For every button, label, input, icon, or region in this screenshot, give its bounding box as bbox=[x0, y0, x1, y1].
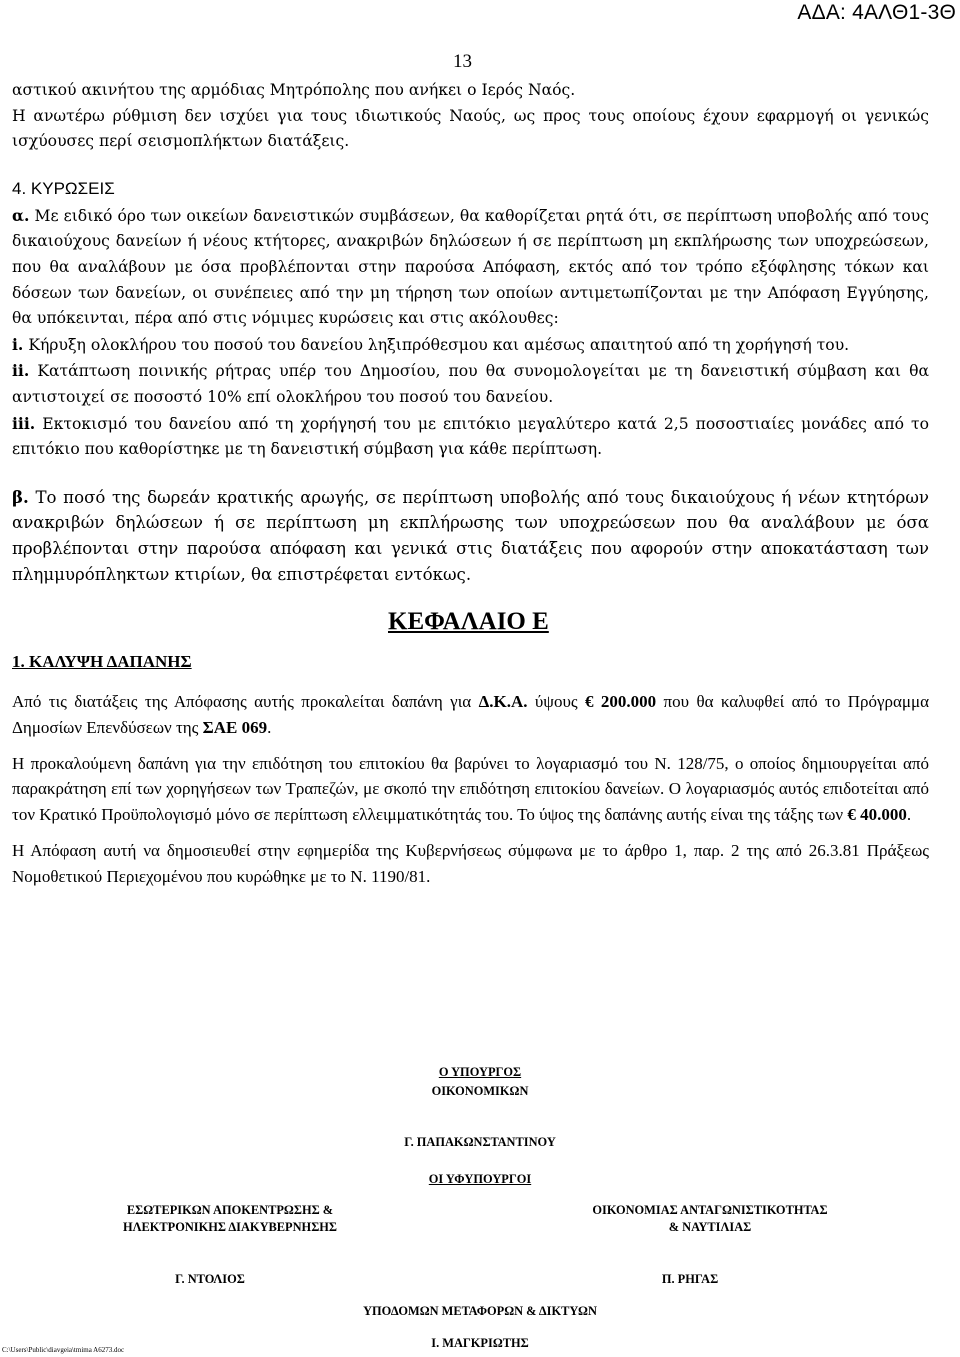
right-ministry-line2: & ΝΑΥΤΙΛΙΑΣ bbox=[668, 1220, 752, 1234]
item-iii-text: Εκτοκισμό του δανείου από τη χορήγησή του με επιτόκιο μεγαλύτερο κατά 2,5 ποσοστιαίες μονάδες από το επιτόκιο που καθορίστηκε με τη δανειστική σύμβαση για κάθε περίπτωση. bbox=[12, 414, 929, 459]
item-i-label: i. bbox=[12, 334, 24, 354]
right-deputy-name: Π. ΡΗΓΑΣ bbox=[661, 1272, 719, 1286]
page-number: 13 bbox=[453, 51, 472, 72]
paragraph-alpha-label: α. bbox=[12, 205, 30, 225]
intro-paragraph: Η ανωτέρω ρύθμιση δεν ισχύει για τους ιδιωτικούς Ναούς, ως προς τους οποίους έχουν εφαρμογή οι γενικώς ισχύουσες περί σεισμοπλήκτων διατάξεις. bbox=[12, 106, 929, 151]
ada-code: ΑΔΑ: 4ΑΛΘ1-3Θ bbox=[797, 1, 956, 24]
expense-p1-amount: € 200.000 bbox=[585, 692, 657, 712]
minister-ministry: ΟΙΚΟΝΟΜΙΚΩΝ bbox=[431, 1084, 529, 1098]
chapter-title-wrap bbox=[12, 607, 929, 649]
file-path: C:\Users\Public\diavgeia\tmima A6273.doc bbox=[2, 1346, 125, 1354]
expense-paragraph-2 bbox=[12, 751, 929, 828]
infra-deputy-name: Ι. ΜΑΓΚΡΙΩΤΗΣ bbox=[431, 1336, 529, 1350]
expense-p1-text-a: Από τις διατάξεις της Απόφασης αυτής προκαλείται δαπάνη για bbox=[12, 692, 479, 712]
document-body bbox=[12, 78, 929, 890]
paragraph-alpha bbox=[12, 203, 929, 332]
publication-paragraph: Η Απόφαση αυτή να δημοσιευθεί στην εφημερίδα της Κυβερνήσεως σύμφωνα με το άρθρο 1, παρ. 2 της από 26.3.81 Πράξεως Νομοθετικού Περιεχομένου που κυρώθηκε με το Ν. 1190/81. bbox=[12, 841, 929, 886]
chapter-title: ΚΕΦΑΛΑΙΟ Ε bbox=[388, 608, 549, 636]
paragraph-beta bbox=[12, 485, 929, 587]
item-ii-label: ii. bbox=[12, 361, 30, 381]
item-i bbox=[12, 332, 929, 359]
item-iii bbox=[12, 411, 929, 463]
item-ii bbox=[12, 358, 929, 410]
left-ministry-line1: ΕΣΩΤΕΡΙΚΩΝ ΑΠΟΚΕΝΤΡΩΣΗΣ & bbox=[126, 1203, 334, 1217]
intro-line: αστικού ακινήτου της αρμόδιας Μητρόπολης που ανήκει ο Ιερός Ναός. bbox=[12, 81, 576, 99]
minister-title: Ο ΥΠΟΥΡΓΟΣ bbox=[438, 1065, 522, 1079]
item-i-text: Κήρυξη ολοκλήρου του ποσού του δανείου ληξιπρόθεσμου και αμέσως απαιτητού από τη χορήγησή του. bbox=[23, 335, 850, 354]
expense-p2-amount: € 40.000 bbox=[847, 805, 907, 825]
expense-p1-dka: Δ.Κ.Α. bbox=[478, 692, 528, 712]
minister-name: Γ. ΠΑΠΑΚΩΝΣΤΑΝΤΙΝΟΥ bbox=[404, 1135, 556, 1149]
sub-heading-expense: 1. ΚΑΛΥΨΗ ΔΑΠΑΝΗΣ bbox=[12, 652, 192, 672]
paragraph-beta-label: β. bbox=[12, 486, 29, 507]
expense-p1-sae: ΣΑΕ 069 bbox=[202, 717, 268, 737]
expense-p1-text-c: που θα καλυφθεί από το Πρόγραμμα Δημοσίων Επενδύσεων της bbox=[12, 692, 930, 737]
expense-p1-text-d: . bbox=[267, 717, 272, 737]
left-deputy-name: Γ. ΝΤΟΛΙΟΣ bbox=[175, 1272, 245, 1286]
expense-paragraph-1 bbox=[12, 689, 929, 741]
item-ii-text: Κατάπτωση ποινικής ρήτρας υπέρ του Δημοσίου, που θα συνομολογείται με τη δανειστική σύμβαση και θα αντιστοιχεί σε ποσοστό 10% επί ολοκλήρου του ποσού του δανείου. bbox=[12, 362, 929, 406]
left-ministry-line2: ΗΛΕΚΤΡΟΝΙΚΗΣ ΔΙΑΚΥΒΕΡΝΗΣΗΣ bbox=[122, 1220, 338, 1234]
expense-p2-text-b: . bbox=[906, 805, 912, 825]
paragraph-beta-text: Το ποσό της δωρεάν κρατικής αρωγής, σε περίπτωση υποβολής από τους δικαιούχους ή νέων κτητόρων ανακριβών δηλώσεων ή σε περίπτωση μη εκπλήρωσης των υποχρεώσεων που θα αναλάβουν με όσα προβλέπονται στην παρούσα απόφαση και γενικά στις διατάξεις που αφορούν στην αποκατάσταση των πλημμυρόπληκτων κτιρίων, θα επιστρέφεται εντόκως. bbox=[12, 487, 929, 584]
infra-ministry: ΥΠΟΔΟΜΩΝ ΜΕΤΑΦΟΡΩΝ & ΔΙΚΤΥΩΝ bbox=[363, 1304, 597, 1318]
item-iii-label: iii. bbox=[12, 413, 36, 433]
section-heading-kyroseis: 4. ΚΥΡΩΣΕΙΣ bbox=[12, 178, 115, 198]
expense-p2-text-a: Η προκαλούμενη δαπάνη για την επιδότηση του επιτοκίου θα βαρύνει το λογαριασμό του Ν. 128/75, ο οποίος δημιουργείται από παρακράτηση επί των χορηγήσεων των Τραπεζών, με σκοπό την επιδότηση επιτοκίου δανείων. Ο λογαριασμός αυτός επιδοτείται από τον Κρατικό Προϋπολογισμό μόνο σε περίπτωση ελλειμματικότητάς του. Το ύψος της δαπάνης αυτής είναι της τάξης των bbox=[12, 753, 929, 825]
expense-p1-text-b: ύψους bbox=[527, 692, 585, 712]
deputies-title: ΟΙ ΥΦΥΠΟΥΡΓΟΙ bbox=[428, 1172, 532, 1186]
right-ministry-line1: ΟΙΚΟΝΟΜΙΑΣ ΑΝΤΑΓΩΝΙΣΤΙΚΟΤΗΤΑΣ bbox=[592, 1203, 828, 1217]
paragraph-alpha-text: Με ειδικό όρο των οικείων δανειστικών συμβάσεων, θα καθορίζεται ρητά ότι, σε περίπτωση υποβολής από τους δικαιούχους δανείων ή νέους κτήτορες, ανακριβών δηλώσεων ή σε περίπτωση μη εκπλήρωσης των υποχρεώσεων, που θα αναλάβουν με όσα προβλέπονται στην παρούσα Απόφαση, εκτός από τον τρόπο εξόφλησης τόκων και δόσεων των δανείων, οι συνέπειες από την μη τήρηση των οποίων αντιμετωπίζονται με την Απόφαση Εγγύησης, θα υπόκεινται, πέρα από στις νόμιμες κυρώσεις και στις ακόλουθες: bbox=[12, 206, 929, 328]
